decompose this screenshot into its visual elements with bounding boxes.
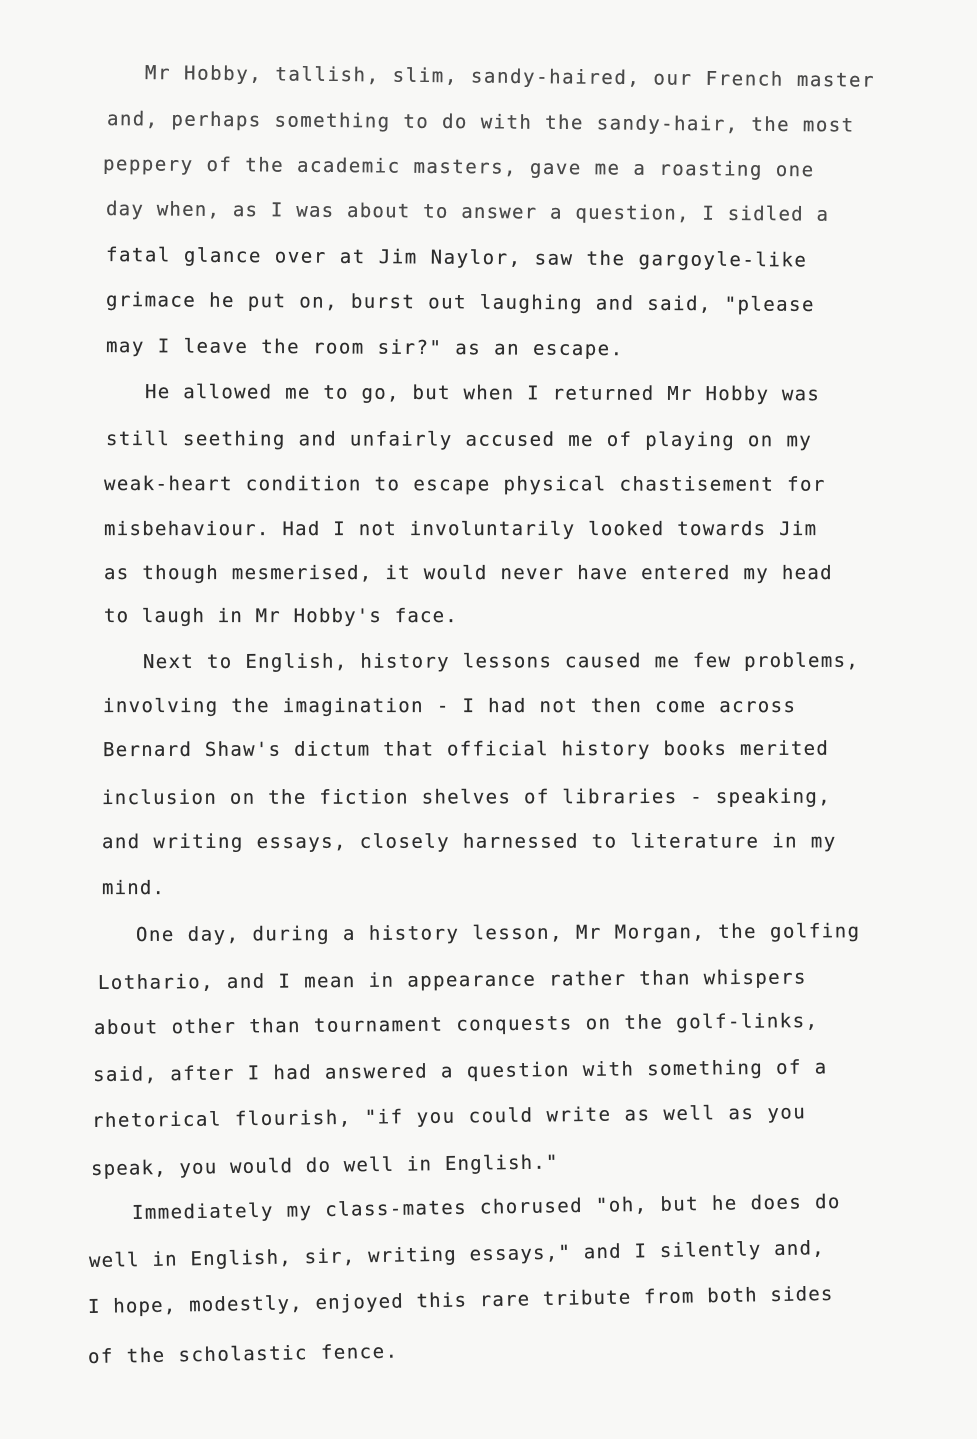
text-line: mind. [102, 877, 166, 899]
text-line: still seething and unfairly accused me of playing on my [105, 428, 813, 452]
text-line: Bernard Shaw's dictum that official history books merited [102, 737, 830, 761]
text-line: about other than tournament conquests on the golf-links, [93, 1010, 819, 1039]
text-line: involving the imagination - I had not then come across [103, 695, 797, 717]
text-line: may I leave the room sir?" as an escape. [105, 335, 624, 361]
text-line: day when, as I was about to answer a question, I sidled a [105, 198, 830, 226]
text-line: of the scholastic fence. [87, 1340, 399, 1368]
text-line: grimace he put on, burst out laughing and said, "please [105, 289, 815, 316]
text-line: and, perhaps something to do with the sandy-hair, the most [106, 108, 855, 137]
text-line: and writing essays, closely harnessed to literature in my [101, 830, 837, 853]
text-line: inclusion on the fiction shelves of libraries - speaking, [101, 785, 832, 809]
text-line: to laugh in Mr Hobby's face. [104, 605, 458, 627]
text-line: said, after I had answered a question with something of a [92, 1056, 828, 1086]
text-line: He allowed me to go, but when I returned Mr Hobby was [144, 381, 821, 406]
text-line: Mr Hobby, tallish, slim, sandy-haired, our French master [144, 62, 876, 92]
text-line: misbehaviour. Had I not involuntarily looked towards Jim [104, 518, 818, 540]
text-line: Immediately my class-mates chorused "oh, but he does do [131, 1190, 841, 1224]
text-line: rhetorical flourish, "if you could write as well as you [91, 1101, 807, 1132]
text-line: speak, you would do well in English." [90, 1151, 559, 1180]
text-line: I hope, modestly, enjoyed this rare tribute from both sides [87, 1282, 834, 1318]
text-line: Next to English, history lessons caused me few problems, [142, 649, 860, 673]
text-line: One day, during a history lesson, Mr Morgan, the golfing [135, 920, 861, 946]
text-line: as though mesmerised, it would never have entered my head [104, 562, 833, 584]
text-line: fatal glance over at Jim Naylor, saw the gargoyle-like [105, 244, 808, 272]
text-line: peppery of the academic masters, gave me a roasting one [102, 153, 815, 182]
text-line: Lothario, and I mean in appearance rather than whispers [97, 966, 807, 994]
text-line: well in English, sir, writing essays," and I silently and, [88, 1237, 826, 1272]
text-line: weak-heart condition to escape physical chastisement for [103, 473, 826, 496]
